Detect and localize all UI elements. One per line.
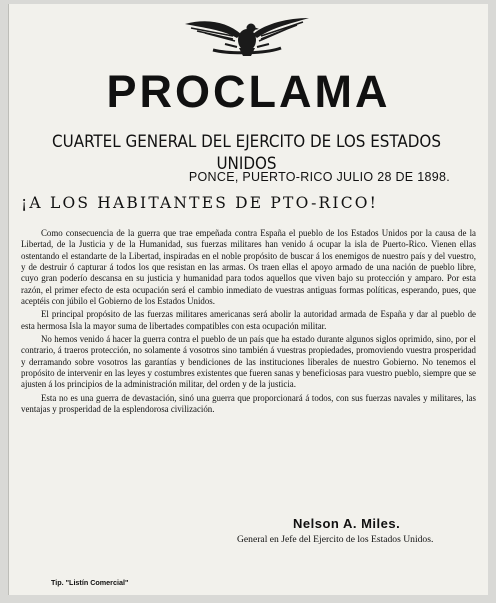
- proclamation-title: PROCLAMA: [106, 66, 391, 117]
- headquarters-subtitle: CUARTEL GENERAL DEL EJERCITO DE LOS ESTADOS UNIDOS: [52, 132, 441, 174]
- body-paragraph: Esta no es una guerra de devastación, sinó una guerra que proporcionará á todos, con sus fuerzas navales y militares, las ventajas y prosperidad de la esplendorosa civilización.: [21, 392, 476, 415]
- body-paragraph: Como consecuencia de la guerra que trae empeñada contra España el pueblo de los Estados Unidos por la causa de la Libertad, de la Justicia y de la Humanidad, sus fuerzas militares han venido á ocupar la isla de Puerto-Rico. Vienen ellas ostentando el estandarte de la Libertad, inspiradas en el noble propósito de buscar á los enemigos de nuestro país y del vuestro, y de destruir ó capturar á todos los que resistan en las armas. Os traen ellas el apoyo armado de una nación de pueblo libre, cuyo gran poderío descansa en su justicia y humanidad para todos aquellos que viven bajo su protección y amparo. Por esta razón, el primer efecto de esta ocupación será el cambio inmediato de vuestras antiguas formas políticas, esperando, pues, que aceptéis con júbilo el Gobierno de los Estados Unidos.: [21, 228, 476, 307]
- dateline: PONCE, PUERTO-RICO JULIO 28 DE 1898.: [188, 170, 450, 184]
- body-paragraph: El principal propósito de las fuerzas militares americanas será abolir la autoridad armada de España y dar al pueblo de esta hermosa Isla la mayor suma de libertades compatibles con esta ocupación militar.: [21, 309, 476, 331]
- body-paragraph: No hemos venido á hacer la guerra contra el pueblo de un país que ha estado durante algunos siglos oprimido, sino, por el contrario, á traeros protección, no solamente á vosotros sino también á vuestras propiedades, promoviendo vuestra prosperidad y derramando sobre vosotros las garantías y bendiciones de las instituciones liberales de nuestro Gobierno. No tenemos el propósito de intervenir en las leyes y costumbres existentes que fueren sanas y beneficiosas para vuestro pueblo, siempre que se ajusten á los principios de la administración militar, del orden y de la justicia.: [21, 334, 476, 390]
- proclamation-sheet: [8, 4, 488, 595]
- signature-name: Nelson A. Miles.: [293, 516, 401, 531]
- printer-credit: Tip. "Listín Comercial": [51, 578, 129, 587]
- greeting-heading: ¡A LOS HABITANTES DE PTO-RICO!: [21, 194, 379, 212]
- proclamation-body: [21, 228, 476, 418]
- eagle-icon: [177, 14, 317, 58]
- signature-title: General en Jefe del Ejercito de los Estados Unidos.: [237, 534, 434, 545]
